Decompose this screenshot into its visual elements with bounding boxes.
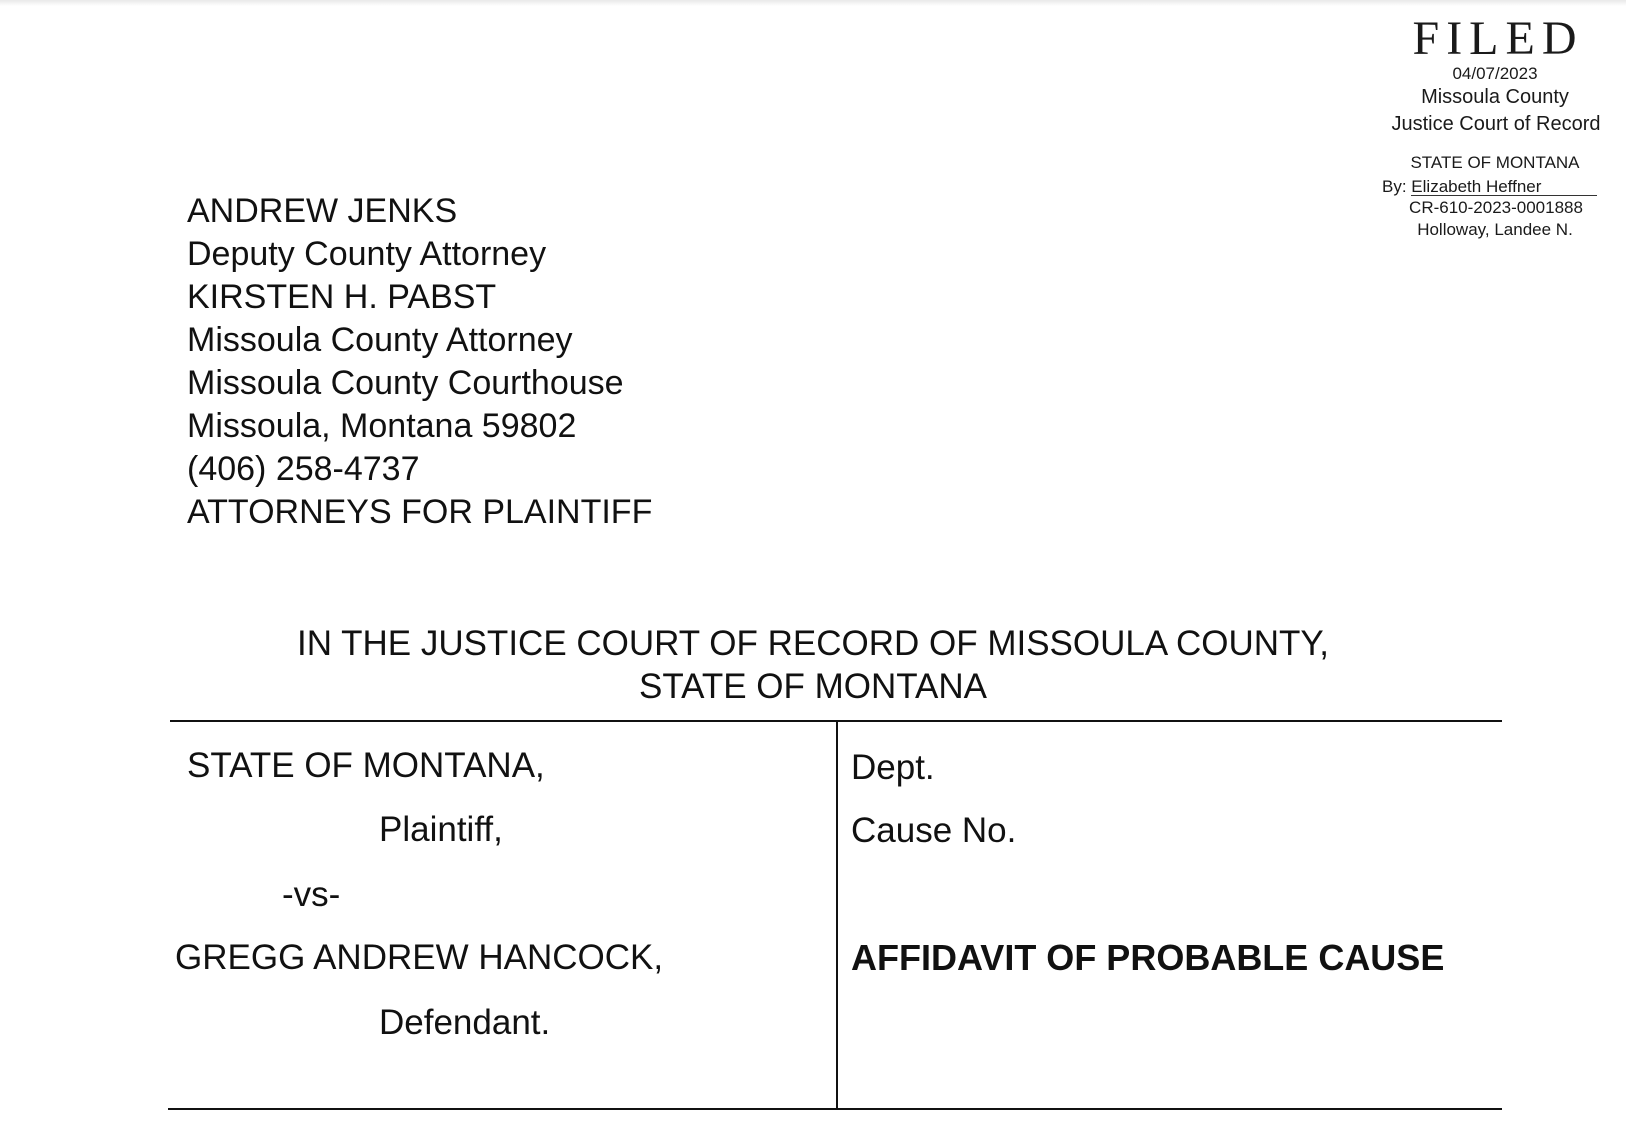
county-attorney-title: Missoula County Attorney xyxy=(187,321,573,359)
filed-stamp xyxy=(1370,14,1620,241)
attorney-name: ANDREW JENKS xyxy=(187,192,458,230)
county-attorney-name: KIRSTEN H. PABST xyxy=(187,278,497,316)
plaintiff-role: Plaintiff, xyxy=(379,810,503,849)
stamp-state: STATE OF MONTANA xyxy=(1410,153,1580,172)
caption-bottom-rule xyxy=(168,1108,1502,1110)
stamp-judge: Holloway, Landee N. xyxy=(1417,220,1573,239)
cause-number-label: Cause No. xyxy=(851,811,1017,850)
stamp-county: Missoula County xyxy=(1421,86,1569,108)
defendant-role: Defendant. xyxy=(379,1003,551,1042)
attorney-address-city: Missoula, Montana 59802 xyxy=(187,407,577,445)
court-heading-line1: IN THE JUSTICE COURT OF RECORD OF MISSOULA COUNTY, xyxy=(297,624,1329,663)
attorney-address-building: Missoula County Courthouse xyxy=(187,364,624,402)
dept-label: Dept. xyxy=(851,748,935,787)
attorney-block xyxy=(187,190,652,534)
attorney-role: ATTORNEYS FOR PLAINTIFF xyxy=(187,493,653,531)
document-title: AFFIDAVIT OF PROBABLE CAUSE xyxy=(851,937,1445,978)
page-top-edge xyxy=(0,0,1626,6)
defendant-name: GREGG ANDREW HANCOCK, xyxy=(175,938,664,977)
plaintiff-name: STATE OF MONTANA, xyxy=(187,746,545,785)
stamp-cause-number: CR-610-2023-0001888 xyxy=(1409,198,1583,217)
caption-divider xyxy=(836,720,838,1110)
versus-label: -vs- xyxy=(282,875,341,914)
attorney-phone: (406) 258-4737 xyxy=(187,450,420,488)
attorney-title: Deputy County Attorney xyxy=(187,235,547,273)
court-heading xyxy=(0,622,1626,708)
stamp-by-label: By: xyxy=(1382,177,1407,196)
stamp-clerk-name: Elizabeth Heffner xyxy=(1411,179,1597,196)
court-heading-line2: STATE OF MONTANA xyxy=(638,667,988,706)
stamp-clerk-line xyxy=(1382,177,1620,197)
stamp-court: Justice Court of Record xyxy=(1391,113,1601,135)
stamp-date: 04/07/2023 xyxy=(1452,64,1538,83)
stamp-filed-heading: FILED xyxy=(1412,12,1584,65)
